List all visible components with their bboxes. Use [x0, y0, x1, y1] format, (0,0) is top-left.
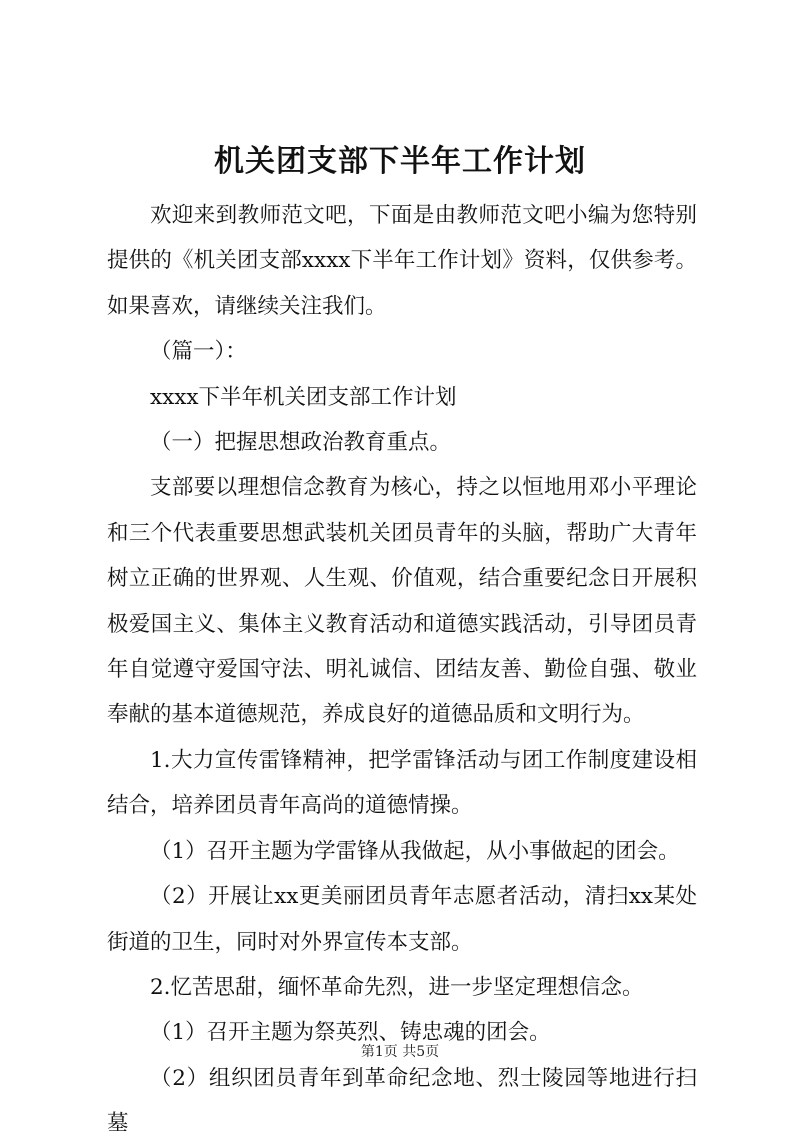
- section-heading: （一）把握思想政治教育重点。: [150, 430, 452, 456]
- numbered-item: 2.忆苦思甜，缅怀革命先烈，进一步坚定理想信念。: [150, 974, 644, 1000]
- numbered-item: 1.大力宣传雷锋精神，把学雷锋活动与团工作制度建设相结合，培养团员青年高尚的道德情操。: [107, 747, 697, 819]
- document-title: 机关团支部下半年工作计划: [214, 144, 586, 179]
- document-body: [107, 193, 697, 1147]
- section-label: （篇一）：: [150, 339, 247, 365]
- intro-paragraph: 欢迎来到教师范文吧，下面是由教师范文吧小编为您特别提供的《机关团支部xxxx下半年工作计划》资料，仅供参考。如果喜欢，请继续关注我们。: [107, 203, 697, 319]
- sub-item: （1）召开主题为学雷锋从我做起，从小事做起的团会。: [150, 838, 680, 864]
- sub-item: （2）开展让xx更美丽团员青年志愿者活动，清扫xx某处街道的卫生，同时对外界宣传本支部。: [107, 884, 697, 955]
- sub-item: （2）组织团员青年到革命纪念地、烈士陵园等地进行扫墓: [107, 1065, 697, 1137]
- body-paragraph: 支部要以理想信念教育为核心，持之以恒地用邓小平理论和三个代表重要思想武装机关团员青年的头脑，帮助广大青年树立正确的世界观、人生观、价值观，结合重要纪念日开展积极爱国主义、集体主义教育活动和道德实践活动，引导团员青年自觉遵守爱国守法、明礼诚信、团结友善、勤俭自强、敬业奉献的基本道德规范，养成良好的道德品质和文明行为。: [107, 475, 697, 728]
- plan-heading: xxxx下半年机关团支部工作计划: [150, 384, 457, 410]
- page-number-footer: 第1页 共5页: [360, 1044, 440, 1060]
- sub-item: （1）召开主题为祭英烈、铸忠魂的团会。: [150, 1020, 551, 1046]
